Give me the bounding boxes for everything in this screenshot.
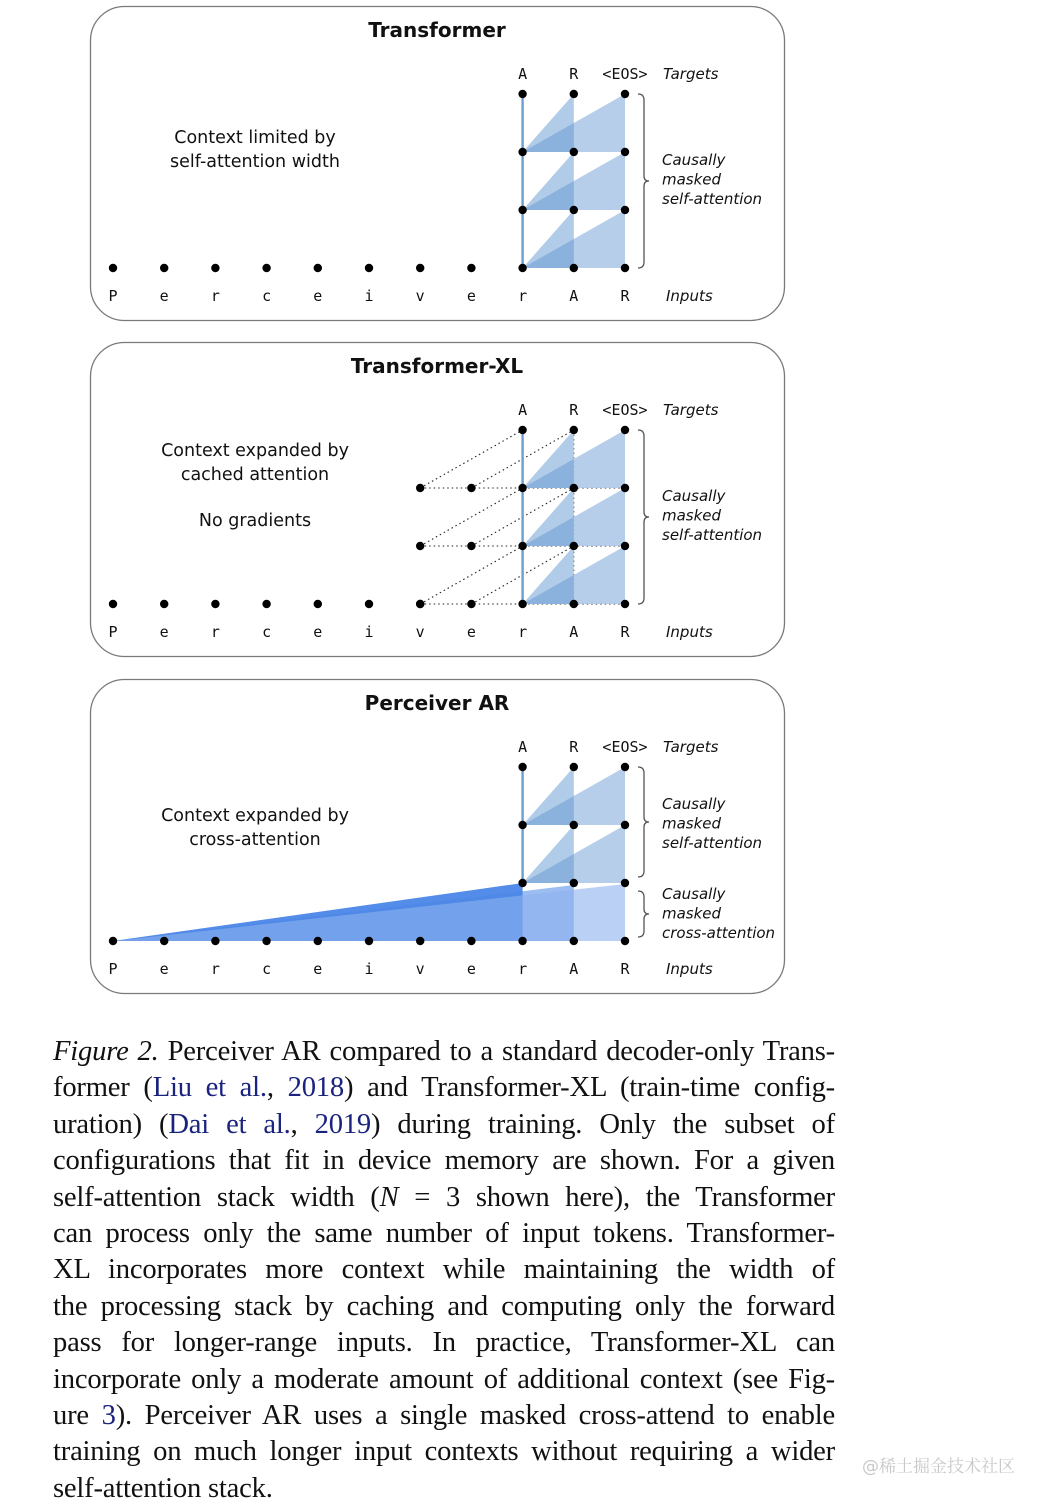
input-node <box>518 264 526 272</box>
target-token: R <box>569 65 579 83</box>
citation-link[interactable]: 3 <box>101 1400 116 1432</box>
input-token: A <box>569 287 579 305</box>
input-token: e <box>466 287 476 305</box>
input-node <box>621 937 629 945</box>
latent-node <box>621 206 629 214</box>
input-node <box>160 937 168 945</box>
caption-text: self-attention stack. <box>53 1472 273 1504</box>
input-token: r <box>210 623 220 641</box>
input-token: r <box>210 287 220 305</box>
self-attention-label: self-attention <box>662 190 763 208</box>
context-description: cached attention <box>180 465 330 485</box>
input-token: e <box>313 960 323 978</box>
citation-link[interactable]: 2018 <box>287 1072 344 1104</box>
no-gradients-note: No gradients <box>198 511 312 531</box>
caption-text: former ( <box>53 1072 153 1104</box>
figure-caption <box>53 1034 835 1507</box>
input-token: e <box>159 960 169 978</box>
input-token: A <box>569 960 579 978</box>
latent-node <box>518 821 526 829</box>
input-node <box>109 600 117 608</box>
self-attention-label: self-attention <box>662 526 763 544</box>
latent-node <box>570 206 578 214</box>
target-token: <EOS> <box>602 738 648 756</box>
caption-text: XL incorporates more context while maintaining the width of <box>53 1254 835 1286</box>
input-node <box>518 937 526 945</box>
latent-node <box>621 484 629 492</box>
latent-node <box>570 148 578 156</box>
caption-text: , <box>290 1108 315 1140</box>
input-node <box>160 600 168 608</box>
input-token: R <box>620 287 630 305</box>
target-token: R <box>569 738 579 756</box>
input-node <box>416 264 424 272</box>
input-token: i <box>364 287 374 305</box>
latent-node <box>621 763 629 771</box>
caption-text: incorporate only a moderate amount of additional context (see Fig- <box>53 1363 835 1395</box>
latent-node <box>570 542 578 550</box>
input-token: v <box>415 960 425 978</box>
input-token: e <box>466 960 476 978</box>
latent-node <box>621 879 629 887</box>
self-attention-label: self-attention <box>662 834 763 852</box>
context-description: cross-attention <box>189 830 321 850</box>
input-token: r <box>518 287 528 305</box>
latent-node <box>621 148 629 156</box>
caption-text: ) and Transformer-XL (train-time config- <box>343 1072 835 1104</box>
input-node <box>467 264 475 272</box>
latent-node <box>570 484 578 492</box>
caption-line <box>53 1398 835 1434</box>
input-node <box>416 937 424 945</box>
panel-self-attention <box>91 7 785 321</box>
input-node <box>211 600 219 608</box>
latent-node <box>621 542 629 550</box>
input-node <box>262 937 270 945</box>
input-node <box>518 600 526 608</box>
caption-line <box>53 1070 835 1106</box>
self-attention-label: masked <box>662 170 722 189</box>
caption-line <box>53 1325 835 1361</box>
caption-line <box>53 1252 835 1288</box>
input-token: r <box>210 960 220 978</box>
target-token: <EOS> <box>602 65 648 83</box>
input-token: r <box>518 960 528 978</box>
cached-node <box>416 484 424 492</box>
caption-text: ure <box>53 1400 102 1432</box>
caption-line <box>53 1180 835 1216</box>
citation-link[interactable]: 2019 <box>314 1108 372 1140</box>
inputs-label: Inputs <box>666 960 713 978</box>
input-node <box>314 264 322 272</box>
caption-line <box>53 1034 835 1070</box>
caption-text: pass for longer-range inputs. In practice, Transformer-XL can <box>53 1327 835 1359</box>
targets-label: Targets <box>663 401 719 419</box>
caption-text: ) during training. Only the subset of <box>371 1108 835 1140</box>
self-attention-label: masked <box>662 506 722 525</box>
latent-node <box>518 426 526 434</box>
self-attention-label: Causally <box>662 487 726 505</box>
cross-attention-label: cross-attention <box>662 924 776 942</box>
context-description: Context limited by <box>174 128 336 148</box>
latent-node <box>570 821 578 829</box>
latent-node <box>518 484 526 492</box>
input-node <box>467 600 475 608</box>
cached-node <box>416 600 424 608</box>
input-node <box>314 600 322 608</box>
latent-node <box>570 426 578 434</box>
cross-attention-label: masked <box>662 904 722 923</box>
target-token: A <box>518 65 528 83</box>
input-token: i <box>364 960 374 978</box>
inputs-label: Inputs <box>666 287 713 305</box>
target-token: <EOS> <box>602 401 648 419</box>
input-node <box>570 937 578 945</box>
input-token: e <box>466 623 476 641</box>
panel-title: Perceiver AR <box>364 691 510 715</box>
input-node <box>365 264 373 272</box>
watermark: @稀土掘金技术社区 <box>862 1457 1015 1477</box>
context-description: self-attention width <box>170 152 340 172</box>
cached-node <box>467 484 475 492</box>
panel-cached-attention <box>91 343 785 657</box>
latent-node <box>518 542 526 550</box>
targets-label: Targets <box>663 738 719 756</box>
latent-node <box>518 879 526 887</box>
math-variable: N <box>379 1181 399 1213</box>
input-token: i <box>364 623 374 641</box>
citation-link[interactable]: Dai et al. <box>168 1108 291 1140</box>
cached-node <box>467 542 475 550</box>
latent-node <box>518 148 526 156</box>
input-node <box>365 937 373 945</box>
input-node <box>365 600 373 608</box>
input-token: P <box>108 960 118 978</box>
input-token: e <box>159 287 169 305</box>
target-token: A <box>518 401 528 419</box>
caption-line <box>53 1143 835 1179</box>
panel-cross-attention <box>91 680 785 994</box>
caption-line <box>53 1107 835 1143</box>
input-token: R <box>620 623 630 641</box>
input-token: c <box>262 960 272 978</box>
targets-label: Targets <box>663 65 719 83</box>
figure-label: Figure 2. <box>53 1036 159 1067</box>
inputs-label: Inputs <box>666 623 713 641</box>
input-token: r <box>518 623 528 641</box>
citation-link[interactable]: Liu et al. <box>152 1072 267 1104</box>
caption-text: training on much longer input contexts without requiring a wider <box>53 1436 835 1468</box>
caption-text: , <box>266 1072 288 1104</box>
caption-line <box>53 1434 835 1470</box>
input-token: P <box>108 623 118 641</box>
self-attention-label: masked <box>662 814 722 833</box>
input-node <box>262 600 270 608</box>
caption-text: configurations that fit in device memory are shown. For a given <box>53 1145 835 1177</box>
input-node <box>211 264 219 272</box>
input-node <box>621 600 629 608</box>
caption-line <box>53 1289 835 1325</box>
context-description: Context expanded by <box>161 806 349 826</box>
input-token: v <box>415 623 425 641</box>
panel-title: Transformer <box>368 18 506 42</box>
input-token: A <box>569 623 579 641</box>
input-token: c <box>262 623 272 641</box>
latent-node <box>570 879 578 887</box>
input-node <box>109 937 117 945</box>
target-token: A <box>518 738 528 756</box>
caption-line <box>53 1471 835 1507</box>
input-node <box>314 937 322 945</box>
latent-node <box>621 821 629 829</box>
input-node <box>109 264 117 272</box>
input-token: c <box>262 287 272 305</box>
self-attention-label: Causally <box>662 151 726 169</box>
input-token: e <box>159 623 169 641</box>
cached-node <box>416 542 424 550</box>
caption-text: ). Perceiver AR uses a single masked cross-attend to enable <box>115 1400 836 1432</box>
caption-line <box>53 1216 835 1252</box>
latent-node <box>570 90 578 98</box>
input-node <box>211 937 219 945</box>
input-token: e <box>313 287 323 305</box>
latent-node <box>621 90 629 98</box>
panel-title: Transformer-XL <box>350 354 524 378</box>
caption-text: uration) ( <box>53 1108 169 1140</box>
input-token: P <box>108 287 118 305</box>
input-token: v <box>415 287 425 305</box>
input-node <box>570 600 578 608</box>
input-token: e <box>313 623 323 641</box>
caption-text: can process only the same number of input tokens. Transformer- <box>53 1218 835 1250</box>
self-attention-label: Causally <box>662 795 726 813</box>
input-node <box>467 937 475 945</box>
input-node <box>570 264 578 272</box>
latent-node <box>621 426 629 434</box>
caption-line <box>53 1362 835 1398</box>
caption-text: the processing stack by caching and computing only the forward <box>53 1290 835 1322</box>
target-token: R <box>569 401 579 419</box>
input-node <box>160 264 168 272</box>
context-description: Context expanded by <box>161 441 349 461</box>
input-token: R <box>620 960 630 978</box>
cross-attention-label: Causally <box>662 885 726 903</box>
caption-text: Perceiver AR compared to a standard decoder-only Trans- <box>158 1036 835 1067</box>
caption-text: = 3 shown here), the Transformer <box>398 1181 835 1213</box>
input-node <box>621 264 629 272</box>
latent-node <box>518 90 526 98</box>
latent-node <box>570 763 578 771</box>
caption-text: self-attention stack width ( <box>53 1181 380 1213</box>
latent-node <box>518 206 526 214</box>
input-node <box>262 264 270 272</box>
latent-node <box>518 763 526 771</box>
